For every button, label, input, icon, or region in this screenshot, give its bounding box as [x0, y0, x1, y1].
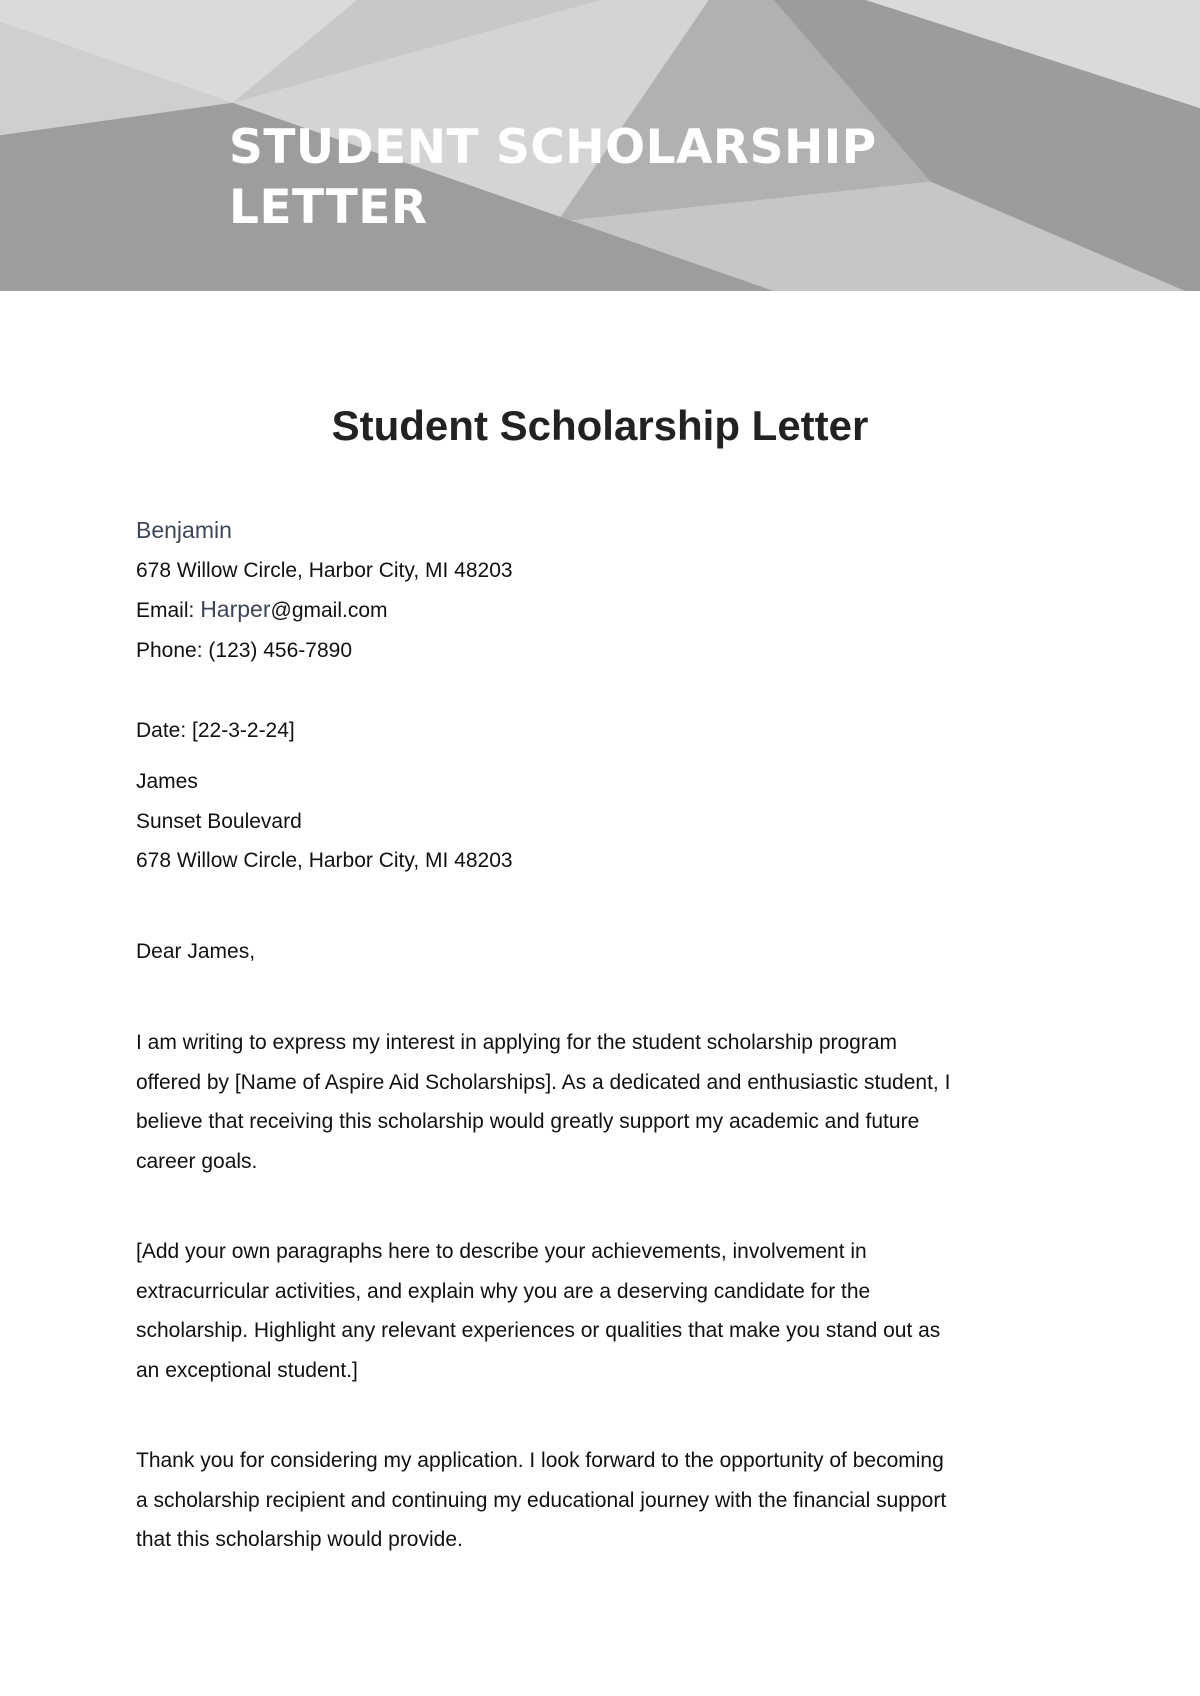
paragraph-line: that this scholarship would provide. — [136, 1528, 463, 1551]
email-user: Harper — [200, 596, 271, 622]
paragraph-line: scholarship. Highlight any relevant experiences or qualities that make you stand out as — [136, 1319, 941, 1342]
paragraph-line: extracurricular activities, and explain why you are a deserving candidate for the — [136, 1279, 871, 1303]
sender-phone: Phone: (123) 456-7890 — [136, 638, 352, 662]
paragraph-line: a scholarship recipient and continuing my educational journey with the financial support — [136, 1488, 947, 1512]
paragraph-line: believe that receiving this scholarship would greatly support my academic and future — [136, 1110, 920, 1133]
document-title: Student Scholarship Letter — [331, 402, 869, 449]
header-banner — [0, 0, 1200, 291]
date: Date: [22-3-2-24] — [136, 719, 295, 742]
paragraph-line: Thank you for considering my application. I look forward to the opportunity of becoming — [136, 1449, 944, 1472]
paragraph-line: I am writing to express my interest in applying for the student scholarship program — [136, 1031, 898, 1054]
sender-email — [136, 590, 513, 631]
sender-address: 678 Willow Circle, Harbor City, MI 48203 — [136, 558, 513, 582]
recipient-address: 678 Willow Circle, Harbor City, MI 48203 — [136, 849, 513, 872]
salutation: Dear James, — [136, 940, 256, 963]
email-domain: @gmail.com — [270, 599, 388, 622]
paragraph-line: an exceptional student.] — [136, 1358, 358, 1382]
paragraph-line: offered by [Name of Aspire Aid Scholarships]. As a dedicated and enthusiastic student, I — [136, 1070, 951, 1094]
banner-title-line: LETTER — [229, 180, 428, 235]
paragraph-line: [Add your own paragraphs here to describe your achievements, involvement in — [136, 1240, 867, 1263]
paragraph-3 — [136, 1441, 946, 1560]
paragraph-1 — [136, 1023, 950, 1181]
recipient-line2: Sunset Boulevard — [136, 809, 302, 833]
sender-block — [136, 511, 513, 670]
paragraph-2 — [136, 1232, 940, 1390]
recipient-name: James — [136, 770, 198, 793]
sender-name: Benjamin — [136, 517, 232, 543]
banner-title — [229, 118, 877, 238]
email-label: Email: — [136, 599, 201, 622]
banner-title-line: STUDENT SCHOLARSHIP — [229, 120, 877, 175]
paragraph-line: career goals. — [136, 1149, 258, 1173]
recipient-block — [136, 762, 513, 881]
